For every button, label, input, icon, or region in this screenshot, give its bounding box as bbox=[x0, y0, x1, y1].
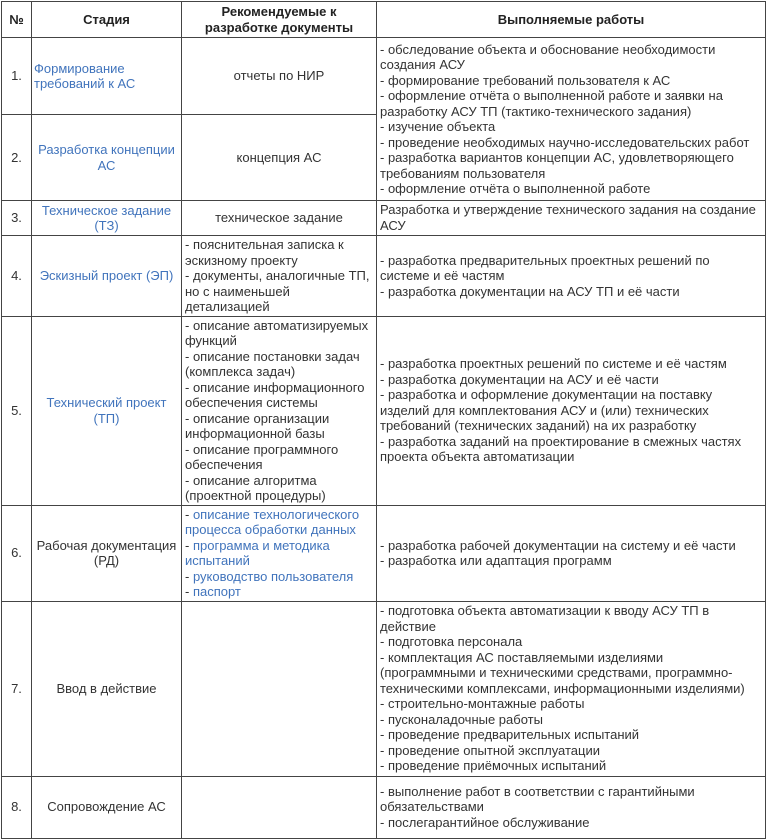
list-item: - подготовка персонала bbox=[380, 634, 762, 650]
docs-cell-empty bbox=[182, 601, 377, 776]
list-item[interactable]: - паспорт bbox=[185, 584, 373, 600]
list-item: - описание организации информационной базы bbox=[185, 411, 373, 442]
list-item: - описание алгоритма (проектной процедуры) bbox=[185, 473, 373, 504]
stage-label-rabochaya-dokumentaciya: Рабочая документация (РД) bbox=[32, 505, 182, 601]
works-cell bbox=[377, 505, 766, 601]
list-item: - обследование объекта и обоснование необходимости создания АСУ bbox=[380, 42, 762, 73]
row-number: 4. bbox=[2, 236, 32, 317]
list-item: - разработка или адаптация программ bbox=[380, 553, 762, 569]
list-item: - описание постановки задач (комплекса задач) bbox=[185, 349, 373, 380]
table-header-row bbox=[2, 2, 766, 38]
list-item: - выполнение работ в соответствии с гарантийными обязательствами bbox=[380, 784, 762, 815]
docs-cell-links bbox=[182, 505, 377, 601]
stage-link-tehnicheskoe-zadanie[interactable]: Техническое задание (ТЗ) bbox=[32, 201, 182, 236]
col-header-docs: Рекомендуемые к разработке документы bbox=[182, 2, 377, 38]
list-item: - разработка проектных решений по системе и её частям bbox=[380, 356, 762, 372]
list-item: - послегарантийное обслуживание bbox=[380, 815, 762, 831]
stage-link-formirovanie-trebovaniy[interactable]: Формирование требований к АС bbox=[32, 38, 182, 115]
as-development-stages-table bbox=[1, 1, 766, 839]
list-item: - проведение предварительных испытаний bbox=[380, 727, 762, 743]
works-cell-stages-1-2 bbox=[377, 38, 766, 201]
table-row bbox=[2, 236, 766, 317]
list-item: - комплектация АС поставляемыми изделиями (программными и техническими средствами, программно-техническими комплексами, информационными изделиями) bbox=[380, 650, 762, 697]
works-cell bbox=[377, 236, 766, 317]
col-header-num: № bbox=[2, 2, 32, 38]
list-item: - строительно-монтажные работы bbox=[380, 696, 762, 712]
stage-link-eskizniy-proekt[interactable]: Эскизный проект (ЭП) bbox=[32, 236, 182, 317]
table-row bbox=[2, 316, 766, 505]
list-item: - пояснительная записка к эскизному проекту bbox=[185, 237, 373, 268]
list-item: - разработка рабочей документации на систему и её части bbox=[380, 538, 762, 554]
row-number: 1. bbox=[2, 38, 32, 115]
stage-link-tehnicheskiy-proekt[interactable]: Технический проект (ТП) bbox=[32, 316, 182, 505]
row-number: 6. bbox=[2, 505, 32, 601]
list-item: - разработка документации на АСУ и её части bbox=[380, 372, 762, 388]
col-header-works: Выполняемые работы bbox=[377, 2, 766, 38]
stage-link-razrabotka-koncepcii[interactable]: Разработка концепции АС bbox=[32, 115, 182, 201]
table-row bbox=[2, 38, 766, 115]
docs-cell: концепция АС bbox=[182, 115, 377, 201]
list-item: - оформление отчёта о выполненной работе и заявки на разработку АСУ ТП (тактико-технического задания) bbox=[380, 88, 762, 119]
row-number: 7. bbox=[2, 601, 32, 776]
list-item: - формирование требований пользователя к АС bbox=[380, 73, 762, 89]
row-number: 2. bbox=[2, 115, 32, 201]
list-item: - изучение объекта bbox=[380, 119, 762, 135]
list-item: - разработка предварительных проектных решений по системе и её частям bbox=[380, 253, 762, 284]
stage-label-soprovozhdenie: Сопровождение АС bbox=[32, 776, 182, 838]
docs-cell-empty bbox=[182, 776, 377, 838]
list-item: - проведение необходимых научно-исследовательских работ bbox=[380, 135, 762, 151]
docs-cell: техническое задание bbox=[182, 201, 377, 236]
docs-cell bbox=[182, 236, 377, 317]
list-item[interactable]: - описание технологического процесса обработки данных bbox=[185, 507, 373, 538]
table-row bbox=[2, 505, 766, 601]
stage-label-vvod-v-deystvie: Ввод в действие bbox=[32, 601, 182, 776]
col-header-stage: Стадия bbox=[32, 2, 182, 38]
row-number: 5. bbox=[2, 316, 32, 505]
list-item: - разработка и оформление документации на поставку изделий для комплектования АСУ и (или) технических требований (технических заданий) на их разработку bbox=[380, 387, 762, 434]
table-row bbox=[2, 201, 766, 236]
list-item: - описание программного обеспечения bbox=[185, 442, 373, 473]
works-cell bbox=[377, 776, 766, 838]
row-number: 3. bbox=[2, 201, 32, 236]
list-item: - описание автоматизируемых функций bbox=[185, 318, 373, 349]
list-item: - проведение опытной эксплуатации bbox=[380, 743, 762, 759]
docs-cell: отчеты по НИР bbox=[182, 38, 377, 115]
list-item[interactable]: - руководство пользователя bbox=[185, 569, 373, 585]
row-number: 8. bbox=[2, 776, 32, 838]
table-row bbox=[2, 776, 766, 838]
list-item: - подготовка объекта автоматизации к вводу АСУ ТП в действие bbox=[380, 603, 762, 634]
list-item: - проведение приёмочных испытаний bbox=[380, 758, 762, 774]
list-item: - разработка вариантов концепции АС, удовлетворяющего требованиям пользователя bbox=[380, 150, 762, 181]
table-row bbox=[2, 601, 766, 776]
list-item: - описание информационного обеспечения системы bbox=[185, 380, 373, 411]
list-item: - пусконаладочные работы bbox=[380, 712, 762, 728]
docs-cell bbox=[182, 316, 377, 505]
works-cell bbox=[377, 601, 766, 776]
list-item: - оформление отчёта о выполненной работе bbox=[380, 181, 762, 197]
works-cell: Разработка и утверждение технического задания на создание АСУ bbox=[377, 201, 766, 236]
list-item[interactable]: - программа и методика испытаний bbox=[185, 538, 373, 569]
works-cell bbox=[377, 316, 766, 505]
list-item: - документы, аналогичные ТП, но с наименьшей детализацией bbox=[185, 268, 373, 315]
list-item: - разработка заданий на проектирование в смежных частях проекта объекта автоматизации bbox=[380, 434, 762, 465]
list-item: - разработка документации на АСУ ТП и её части bbox=[380, 284, 762, 300]
